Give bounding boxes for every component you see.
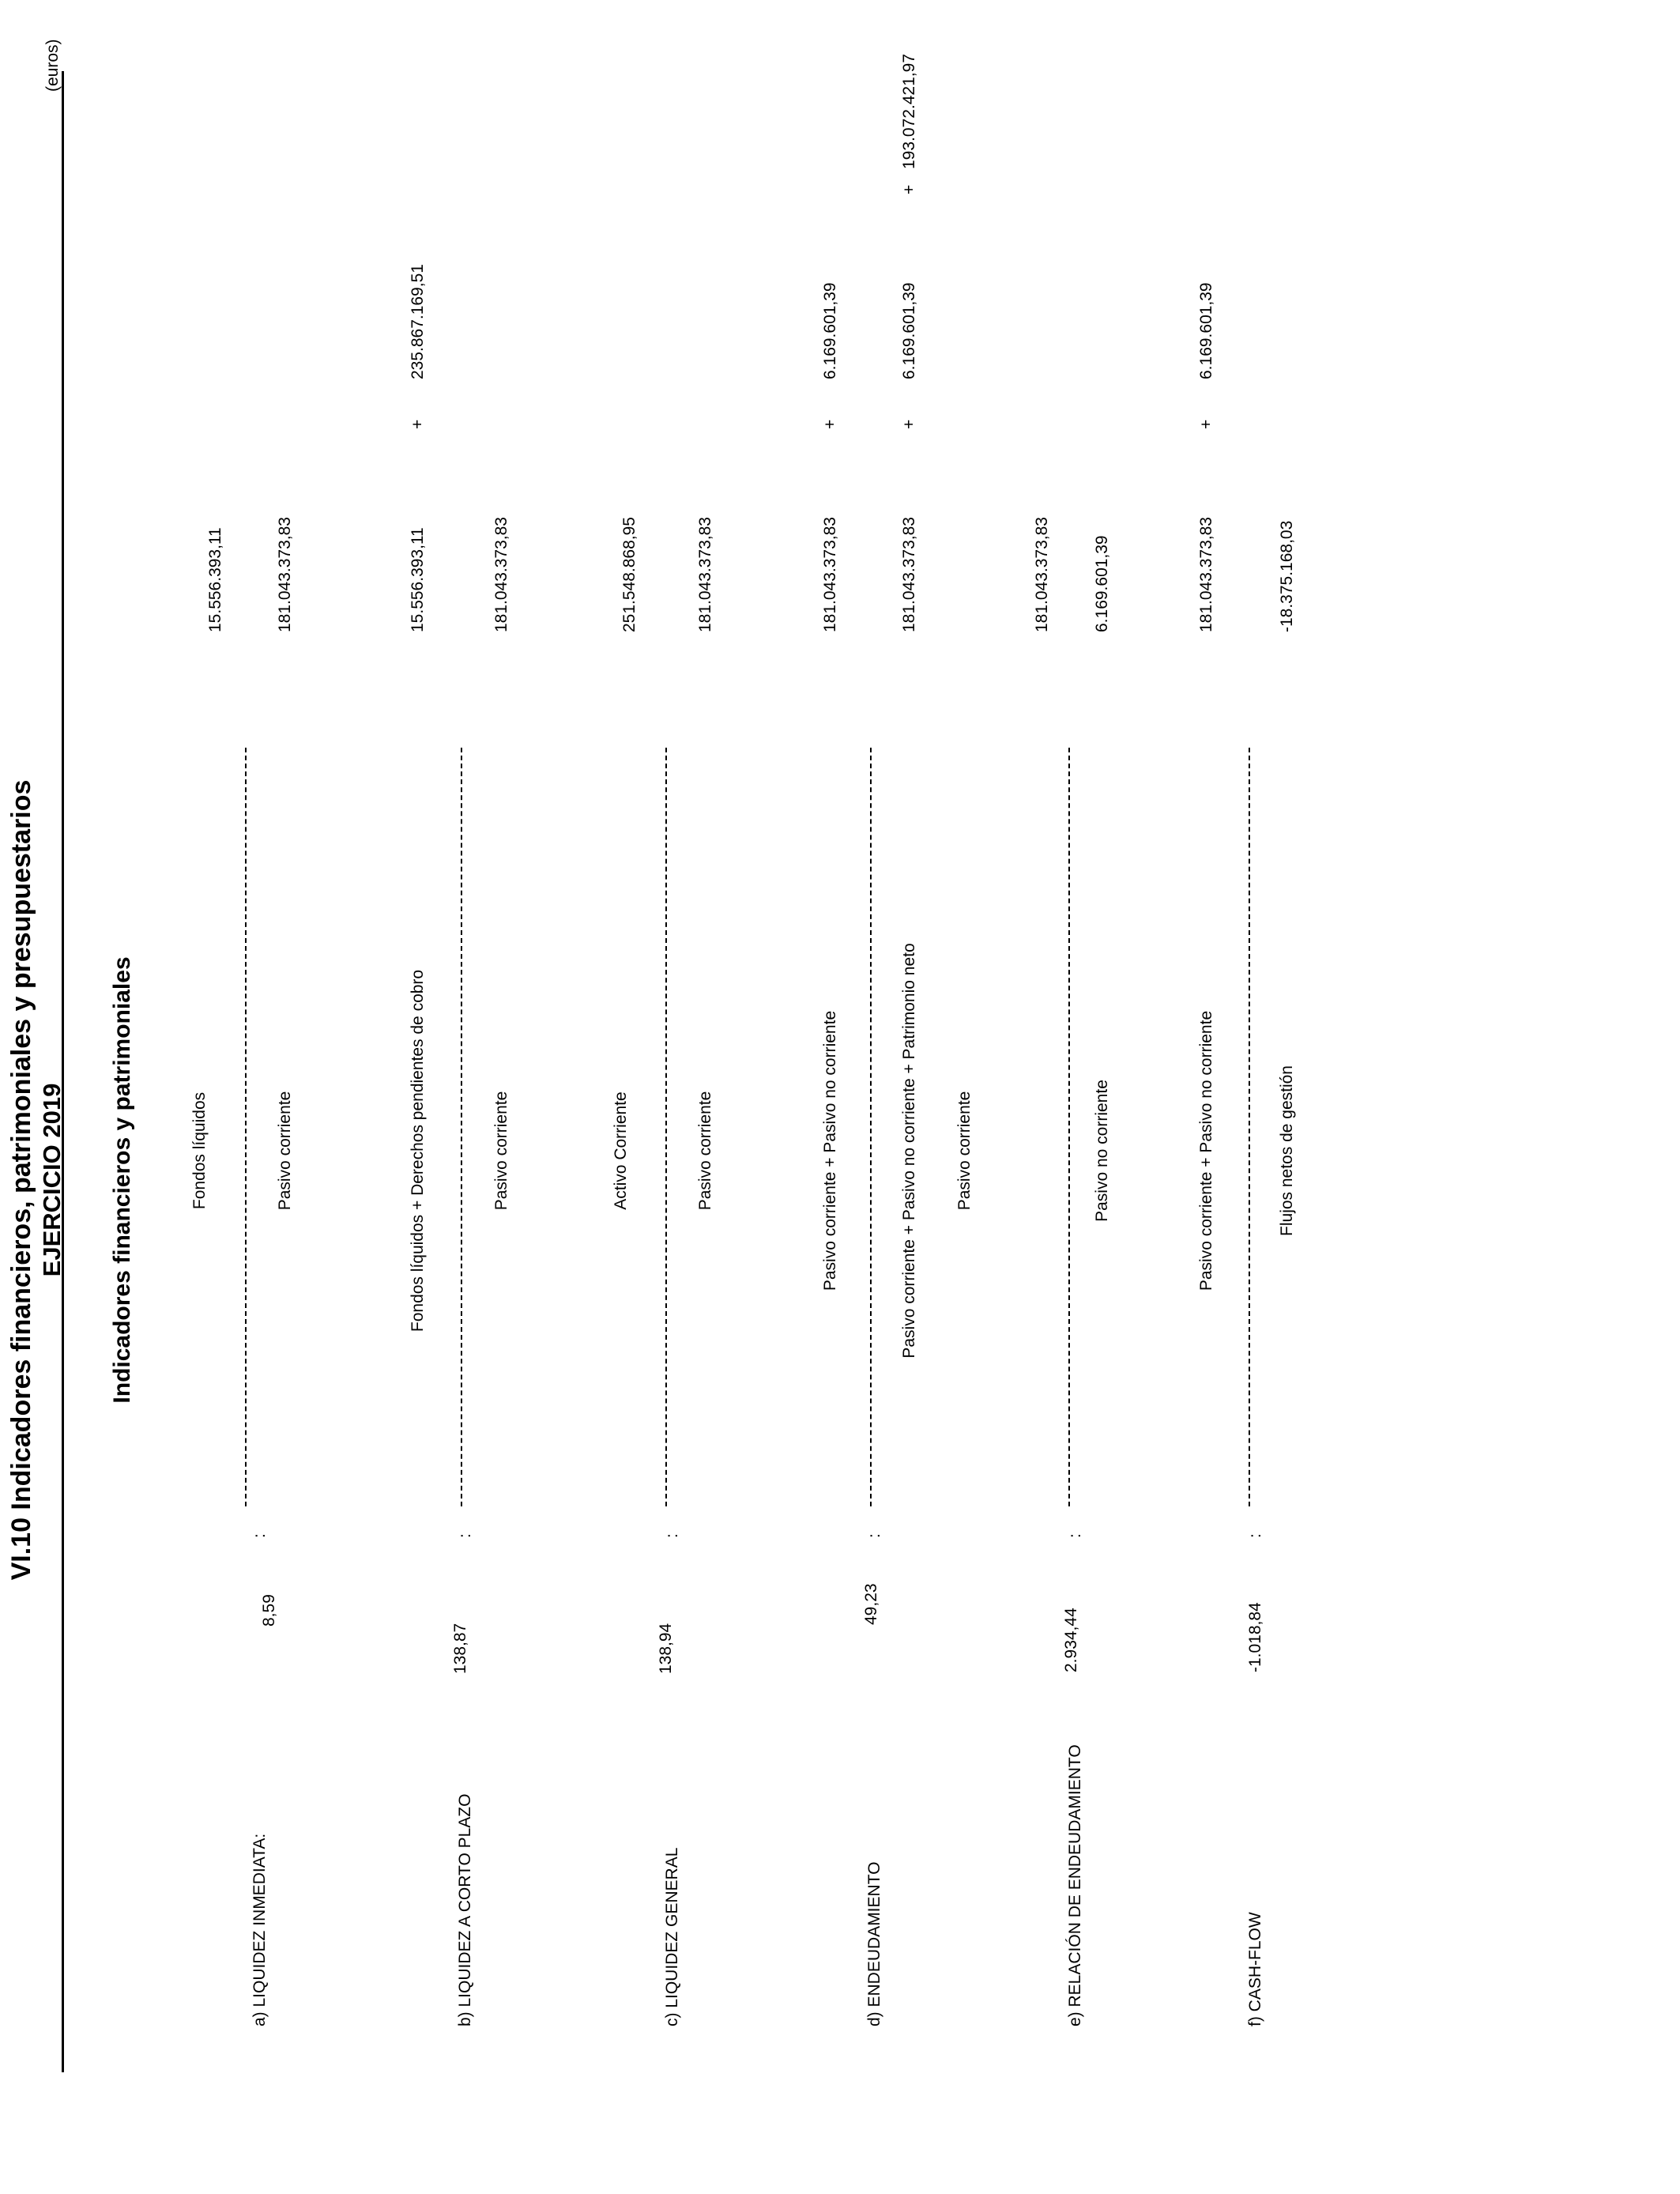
numerator-value: 181.043.373,83 [1033, 517, 1051, 632]
denominator-value: -18.375.168,03 [1278, 520, 1296, 632]
units-note: (euros) [43, 39, 62, 92]
denominator-value: 193.072.421,97 [900, 54, 918, 169]
separator: : [865, 1533, 883, 1538]
fraction-line [1249, 748, 1250, 1506]
numerator-value: 235.867.169,51 [409, 264, 427, 379]
separator: : [663, 1533, 681, 1538]
numerator-label: Fondos líquidos [190, 1091, 209, 1210]
numerator-value: 6.169.601,39 [1197, 282, 1215, 379]
indicator-value: 2.934,44 [1062, 1608, 1080, 1672]
plus-sign: + [821, 419, 839, 429]
exercise-year: EJERCICIO 2019 [38, 1083, 66, 1277]
fraction-line [870, 748, 872, 1506]
numerator-value: 181.043.373,83 [1197, 517, 1215, 632]
indicator-label: c) LIQUIDEZ GENERAL [663, 1847, 681, 2026]
plus-sign: + [900, 419, 918, 429]
fraction-line [665, 748, 667, 1506]
denominator-value: 181.043.373,83 [696, 517, 714, 632]
indicator-label: f) CASH-FLOW [1246, 1912, 1264, 2026]
numerator-value: 15.556.393,11 [409, 527, 427, 632]
separator: : [456, 1533, 474, 1538]
fraction-line [1068, 748, 1070, 1506]
numerator-label: Pasivo corriente + Pasivo no corriente [1197, 1010, 1215, 1291]
section-title: Indicadores financieros y patrimoniales [109, 956, 135, 1404]
numerator-label: Fondos líquidos + Derechos pendientes de cobro [409, 969, 427, 1333]
denominator-value: 181.043.373,83 [900, 517, 918, 632]
separator: : [1066, 1533, 1084, 1538]
top-rule [62, 71, 64, 2072]
numerator-value: 6.169.601,39 [821, 282, 839, 379]
plus-sign: + [409, 419, 427, 429]
fraction-line [461, 748, 462, 1506]
denominator-label: Pasivo corriente + Pasivo no corriente + Patrimonio neto [900, 943, 918, 1359]
indicator-label: b) LIQUIDEZ A CORTO PLAZO [456, 1793, 474, 2026]
plus-sign: + [900, 184, 918, 194]
plus-sign: + [1197, 419, 1215, 429]
denominator-value: 6.169.601,39 [900, 282, 918, 379]
numerator-value: 251.548.868,95 [620, 517, 638, 632]
numerator-label: Pasivo corriente + Pasivo no corriente [821, 1010, 839, 1291]
denominator-value: 181.043.373,83 [492, 517, 510, 632]
numerator-value: 15.556.393,11 [206, 527, 224, 632]
indicator-value: 138,94 [657, 1623, 675, 1674]
denominator-label: Pasivo corriente [492, 1091, 510, 1211]
numerator-value: 181.043.373,83 [821, 517, 839, 632]
indicator-label: a) LIQUIDEZ INMEDIATA: [250, 1833, 269, 2026]
denominator-label: Pasivo corriente [276, 1091, 294, 1211]
indicator-value: 138,87 [451, 1623, 469, 1674]
page-title: VI.10 Indicadores financieros, patrimoniales y presupuestarios [6, 779, 36, 1581]
denominator-value: 181.043.373,83 [276, 517, 294, 632]
separator: : [1246, 1533, 1264, 1538]
indicator-label: e) RELACIÓN DE ENDEUDAMIENTO [1066, 1744, 1084, 2026]
numerator-label: Pasivo corriente [955, 1091, 974, 1211]
denominator-value: 6.169.601,39 [1093, 535, 1111, 632]
numerator-label: Activo Corriente [612, 1091, 630, 1210]
denominator-label: Flujos netos de gestión [1278, 1065, 1296, 1236]
indicator-label: d) ENDEUDAMIENTO [865, 1861, 883, 2026]
indicator-value: -1.018,84 [1246, 1602, 1264, 1672]
indicator-value: 49,23 [862, 1583, 880, 1625]
separator: : [250, 1533, 269, 1538]
indicator-value: 8,59 [260, 1594, 278, 1627]
denominator-label: Pasivo no corriente [1093, 1080, 1111, 1222]
fraction-line [245, 748, 247, 1506]
denominator-label: Pasivo corriente [696, 1091, 714, 1211]
